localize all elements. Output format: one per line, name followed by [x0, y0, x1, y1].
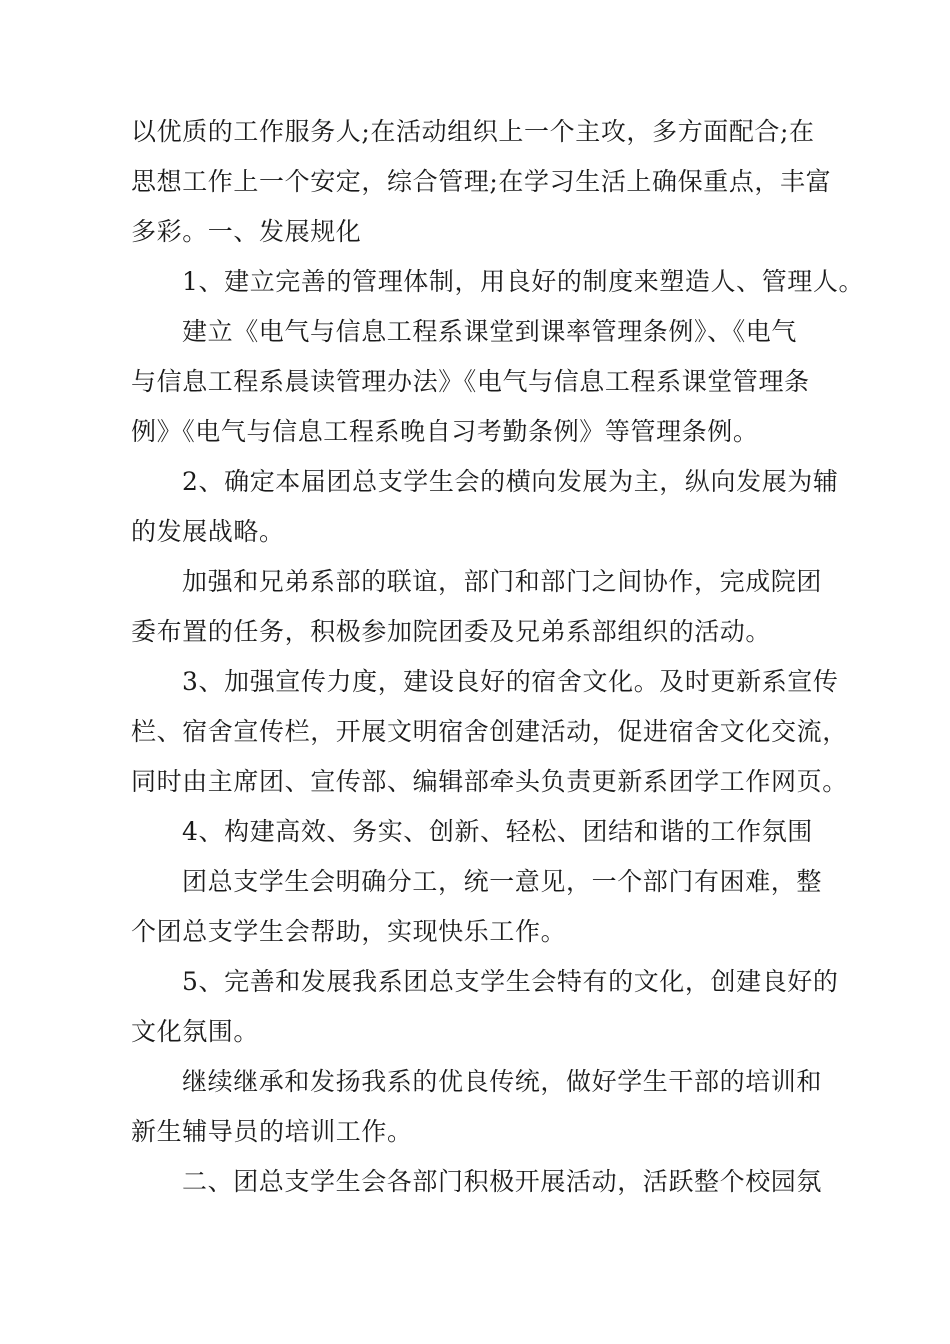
text-line: 新生辅导员的培训工作。 [131, 1117, 413, 1146]
text-line: 与信息工程系晨读管理办法》《电气与信息工程系课堂管理条 [131, 367, 810, 396]
text-line: 思想工作上一个安定，综合管理;在学习生活上确保重点，丰富 [131, 167, 832, 196]
text-line: 委布置的任务，积极参加院团委及兄弟系部组织的活动。 [131, 617, 772, 646]
text-line: 以优质的工作服务人;在活动组织上一个主攻，多方面配合;在 [131, 117, 815, 146]
text-line: 多彩。一、发展规化 [131, 217, 362, 246]
text-line: 例》《电气与信息工程系晚自习考勤条例》等管理条例。 [131, 417, 759, 446]
text-line: 加强和兄弟系部的联谊，部门和部门之间协作，完成院团 [182, 567, 823, 596]
text-line: 二、团总支学生会各部门积极开展活动，活跃整个校园氛 [182, 1167, 823, 1196]
text-line: 个团总支学生会帮助，实现快乐工作。 [131, 917, 567, 946]
text-line: 5、完善和发展我系团总支学生会特有的文化，创建良好的 [182, 967, 839, 996]
text-line: 文化氛围。 [131, 1017, 260, 1046]
text-line: 2、确定本届团总支学生会的横向发展为主，纵向发展为辅 [182, 467, 839, 496]
text-line: 的发展战略。 [131, 517, 285, 546]
text-line: 建立《电气与信息工程系课堂到课率管理条例》、《电气 [182, 317, 798, 346]
text-line: 栏、宿舍宣传栏，开展文明宿舍创建活动，促进宿舍文化交流， [131, 717, 848, 746]
text-line: 3、加强宣传力度，建设良好的宿舍文化。及时更新系宣传 [182, 667, 839, 696]
text-line: 同时由主席团、宣传部、编辑部牵头负责更新系团学工作网页。 [131, 767, 848, 796]
text-line: 团总支学生会明确分工，统一意见，一个部门有困难，整 [182, 867, 823, 896]
text-line: 1、建立完善的管理体制，用良好的制度来塑造人、管理人。 [182, 267, 865, 296]
text-line: 4、构建高效、务实、创新、轻松、团结和谐的工作氛围 [182, 817, 813, 846]
text-line: 继续继承和发扬我系的优良传统，做好学生干部的培训和 [182, 1067, 823, 1096]
